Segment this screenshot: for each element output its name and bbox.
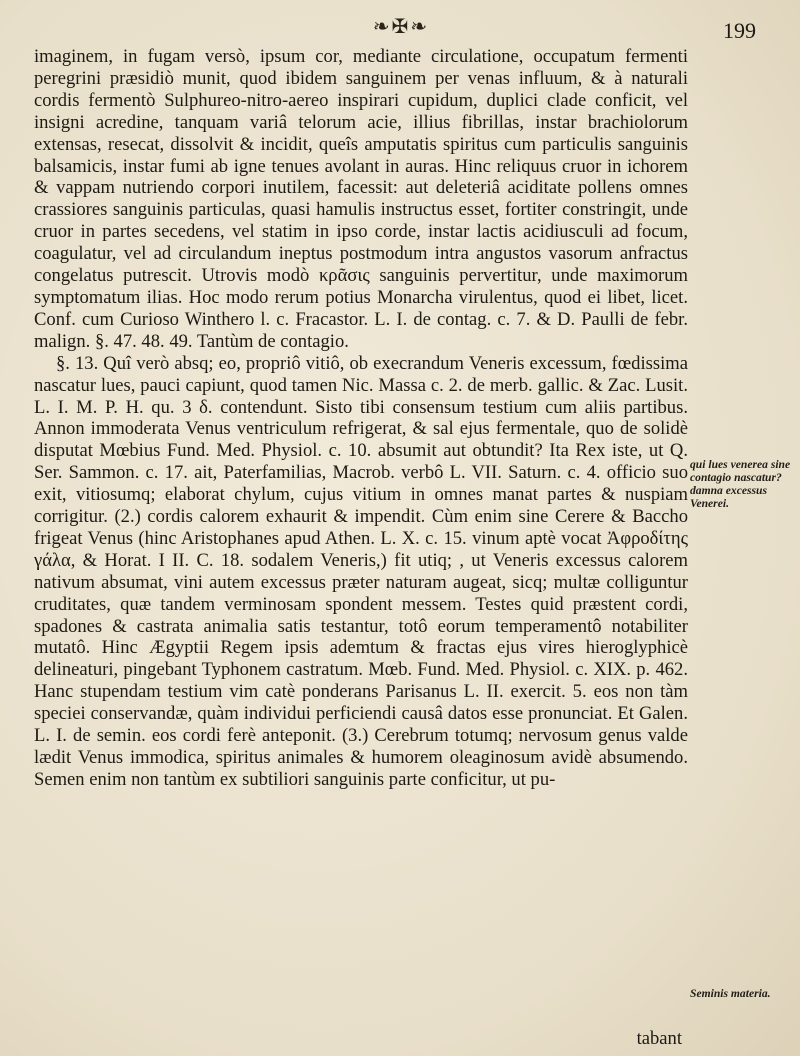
marginal-note: qui lues venerea sine contagio nascatur? damna excessus Venerei. [690, 458, 791, 510]
catchword: tabant [636, 1028, 682, 1049]
marginal-note: Seminis materia. [690, 987, 771, 1000]
header-ornament: ❧✠❧ [372, 14, 430, 38]
page-number: 199 [723, 18, 756, 43]
main-text [34, 46, 688, 791]
paragraph-section-13: §. 13. Quî verò absq; eo, propriô vitiô, ob execrandum Veneris excessum, fœdissima nascatur lues, pauci capiunt, quod tamen Nic. Massa c. 2. de merb. gallic. & Zac. Lusit. L. I. M. P. H. qu. 3 δ. contendunt. Sisto tibi consensum testium cum aliis partibus. Annon immoderata Venus ventriculum refrigerat, & sal ejus fermentale, quo de solidè disputat Mœbius Fund. Med. Physiol. c. 10. absumit aut obtundit? Ita Rex iste, ut Q. Ser. Sammon. c. 17. ait, Paterfamilias, Macrob. verbô L. VII. Saturn. c. 4. officio suo exit, vitiosumq; elaborat chylum, cujus vitium in omnes manat partes & nuspiam corrigitur. (2.) cordis calorem exhaurit & impendit. Cùm enim sine Cerere & Baccho frigeat Venus (hinc Aristophanes apud Athen. L. X. c. 15. vinum aptè vocat Ἀφροδίτης γάλα, & Horat. I II. C. 18. sodalem Veneris,) fit utiq; , ut Veneris excessus calorem nativum absumat, vini autem excessus præter naturam augeat, sicq; multæ colliguntur cruditates, quæ tandem verminosam spondent messem. Testes quid præstent cordi, spadones & castrata animalia satis testantur, totô eorum temperamentô notabiliter mutatô. Hinc Ægyptii Regem ipsis ademtum & fractas ejus vires hieroglyphicè delineaturi, pingebant Typhonem castratum. Mœb. Fund. Med. Physiol. c. XIX. p. 462. Hanc stupendam testium vim catè ponderans Parisanus L. II. exercit. 5. eos non tàm speciei conservandæ, quàm individui perficiendi causâ datos esse pronunciat. Et Galen. L. I. de semin. eos cordi ferè anteponit. (3.) Cerebrum totumq; nervosum genus valde lædit Venus immodica, spiritus animales & humorem oleaginosum avidè absumendo. Semen enim non tantùm ex subtiliori sanguinis parte conficitur, ut pu- [34, 352, 688, 790]
paragraph-continued: imaginem, in fugam versò, ipsum cor, mediante circulatione, occupatum fermenti peregrini præsidiò munit, quod ibidem sanguinem per venas influum, & à naturali cordis fermentò Sulphureo-nitro-aereo inspirari cupidum, duplici clade conficit, vel insigni acredine, tanquam variâ telorum acie, illius fibrillas, instar brachiolorum extensas, resecat, dissolvit & incidit, queîs amputatis spiritus cum particulis sanguinis balsamicis, instar fumi ab igne tenues avolant in auras. Hinc reliquus cruor in ichorem & vappam nutriendo corpori inutilem, facessit: aut deleteriâ aciditate pollens omnes crassiores sanguinis particulas, quasi hamulis instructus esset, fortiter constringit, unde cruor in partes secedens, vel statim in ipso corde, instar lactis acidiusculi ad focum, coagulatur, vel ad circulandum ineptus postmodum intra angustos vasorum anfractus congelatus putrescit. Utrovis modò κρᾶσις sanguinis pervertitur, unde maximorum symptomatum ilias. Hoc modo rerum potius Monarcha virulentus, quod ei libet, licet. Conf. cum Curioso Winthero l. c. Fracastor. L. I. de contag. c. 7. & D. Paulli de febr. malign. §. 47. 48. 49. Tantùm de contagio. [34, 46, 688, 352]
